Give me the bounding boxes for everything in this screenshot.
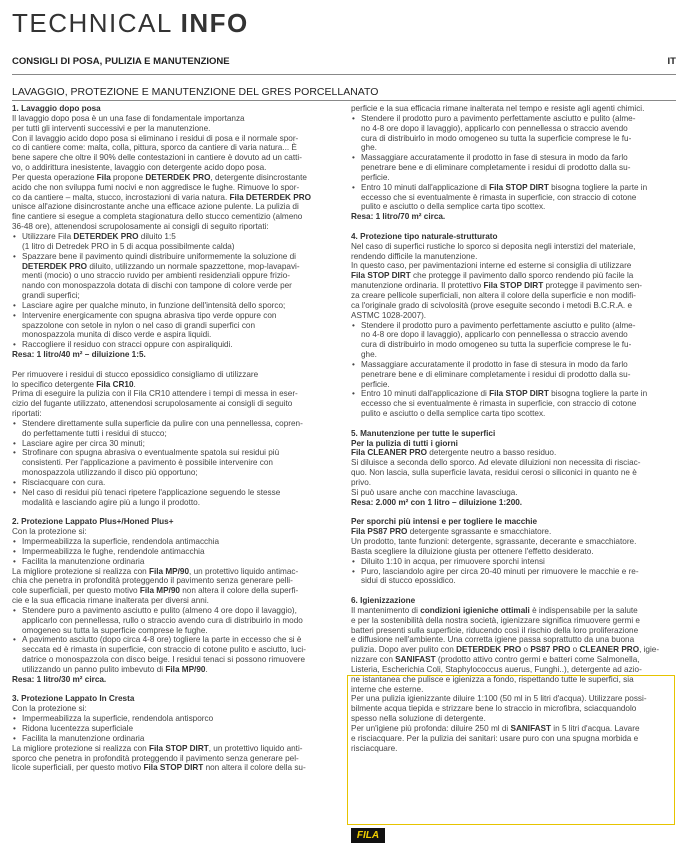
bullet-icon: • — [13, 340, 16, 350]
list-item-continuation: penetrare bene e di eliminare completamente i residui di prodotto dalla su- — [361, 163, 631, 173]
bold-line: Resa: 1 litro/70 m² circa. — [351, 212, 446, 222]
text-line: La migliore protezione si realizza con Fila STOP DIRT, un protettivo liquido anti- — [12, 743, 303, 753]
bullet-icon: • — [352, 113, 355, 123]
text-line: fine cantiere si esegue a completa stagionatura dello stucco cementizio (almeno — [12, 212, 303, 222]
list-item-continuation: ghe. — [361, 350, 377, 360]
list-item-continuation: perficie. — [361, 379, 390, 389]
list-item-text: Stendere il prodotto puro a pavimento perfettamente asciutto e pulito (alme- — [361, 113, 636, 123]
text-line: Fila STOP DIRT che protegge il pavimento dallo sporco rendendo più facile la — [351, 271, 634, 281]
text-line: Fila PS87 PRO detergente sgrassante e smacchiatore. — [351, 527, 552, 537]
list-item-continuation: spazzolone con setole in nylon o nel caso di grandi superfici con — [22, 320, 256, 330]
spacer — [12, 508, 334, 518]
text-line: Per una pulizia igienizzante diluire 1:100 (50 ml in 5 litri d'acqua). Utilizzare possi- — [351, 694, 647, 704]
bullet-icon: • — [13, 310, 16, 320]
text-line: bene sapere che oltre il 90% delle contestazioni in cantiere è dovuto ad un catti- — [12, 153, 302, 163]
list-item-continuation: monospazzola munita di disco verde e aspira liquidi. — [22, 330, 212, 340]
text-line: pulizia. Dopo aver pulito con DETERDEK PRO o PS87 PRO o CLEANER PRO, igie- — [351, 645, 660, 655]
bullet-icon: • — [352, 389, 355, 399]
text-line: perficie e la sua efficacia rimane inalterata nel tempo e resiste agli agenti chimici. — [351, 104, 645, 113]
section-heading: 3. Protezione Lappato In Cresta — [12, 694, 135, 704]
list-item-text: Lasciare agire per circa 30 minuti; — [22, 438, 145, 448]
text-line: Listeria, Escherichia Coli, Staphylococcus auerus, Funghi..), detergente ad azio- — [351, 664, 642, 674]
list-item — [351, 389, 673, 399]
text-line: batteri presenti sulla superficie, riducendo così il rischio della loro proliferazione — [351, 625, 639, 635]
list-item — [12, 724, 334, 734]
spacer — [351, 419, 673, 429]
list-item-continuation: no 4-8 ore dopo il lavaggio), applicarlo con pennellessa o straccio avendo — [361, 123, 628, 133]
bullet-icon: • — [13, 635, 16, 645]
bold-line: Resa: 2.000 m² con 1 litro – diluizione 1:200. — [351, 497, 523, 507]
bullet-icon: • — [13, 724, 16, 734]
text-line: Si può usare anche con macchine lavasciuga. — [351, 487, 518, 497]
bullet-icon: • — [13, 418, 16, 428]
list-item-continuation: eccesso che si eventualmente è rimasta in superficie, con straccio di cotone — [361, 399, 637, 409]
text-line: Con la protezione si: — [12, 527, 87, 537]
list-item — [351, 183, 673, 193]
list-item — [351, 153, 673, 163]
text-line: ca l'originale grado di scivolosità (prove eseguite secondo i metodi B.C.R.A. e — [351, 300, 632, 310]
section-heading: 6. Igienizzazione — [351, 596, 416, 605]
bullet-icon: • — [13, 556, 16, 566]
section-heading: 5. Manutenzione per tutte le superfici — [351, 428, 496, 438]
text-line: Nel caso di superfici rustiche lo sporco si deposita negli interstizi del materiale, — [351, 241, 636, 251]
list-item — [12, 448, 334, 458]
bold-line: Resa: 1 litro/40 m² – diluizione 1:5. — [12, 350, 146, 360]
bullet-icon: • — [352, 320, 355, 330]
bold-line: Per la pulizia di tutti i giorni — [351, 438, 458, 448]
list-item — [12, 340, 334, 350]
text-line: Un prodotto, tante funzioni: detergente, sgrassante, decerante e smacchiatore. — [351, 536, 637, 546]
list-item — [12, 714, 334, 724]
list-item — [12, 311, 334, 321]
text-line: bilmente acqua tiepida e strizzare bene lo straccio in microfibra, sciacquandolo — [351, 704, 637, 714]
bold-line: Per sporchi più intensi e per togliere le macchie — [351, 517, 538, 527]
list-item-text: Stendere puro a pavimento asciutto e pulito (almeno 4 ore dopo il lavaggio), — [22, 605, 297, 615]
list-item — [12, 606, 334, 616]
list-item — [12, 232, 334, 242]
text-line: risciacquare. — [351, 743, 398, 753]
list-item-text: Massaggiare accuratamente il prodotto in fase di stesura in modo da farlo — [361, 359, 628, 369]
text-line: Per un'igiene più profonda: diluire 250 ml di SANIFAST in 5 litri d'acqua. Lavare — [351, 723, 640, 733]
text-line: Con la protezione si: — [12, 704, 87, 714]
main-heading: LAVAGGIO, PROTEZIONE E MANUTENZIONE DEL GRES PORCELLANATO — [12, 86, 379, 98]
list-item-continuation: seccata ed è rimasta in superficie, con straccio di cotone pulito e asciutto, luci- — [22, 645, 306, 655]
text-line: riportati: — [12, 409, 42, 419]
text-line: cole superficiali, per questo motivo Fila MP/90 non altera il colore della superfi- — [12, 586, 299, 596]
section-heading: 4. Protezione tipo naturale-strutturato — [351, 231, 498, 241]
list-item-continuation: perficie. — [361, 172, 390, 182]
list-item-text: Entro 10 minuti dall'applicazione di Fila STOP DIRT bisogna togliere la parte in — [361, 182, 648, 192]
list-item-text: Strofinare con spugna abrasiva o eventualmente spatola sui residui più — [22, 448, 280, 458]
text-line: co da cantiere – malta, stucco, incrostazioni di varia natura. Fila DETERDEK PRO — [12, 192, 311, 202]
list-item — [351, 567, 673, 577]
list-item-continuation: cura di distribuirlo in modo omogeneo su tutta la superficie comprese le fu- — [361, 340, 632, 350]
text-line: per tutti gli interventi successivi e per la manutenzione. — [12, 123, 211, 133]
list-item — [351, 321, 673, 331]
list-item-continuation: modalità e lasciando agire più a lungo il prodotto. — [22, 497, 200, 507]
bullet-icon: • — [352, 566, 355, 576]
list-item-continuation: (1 litro di Detredek PRO in 5 di acqua possibilmente calda) — [22, 241, 235, 251]
section-subtitle: CONSIGLI DI POSA, PULIZIA E MANUTENZIONE IT — [12, 56, 676, 67]
bullet-icon: • — [13, 448, 16, 458]
spacer — [351, 222, 673, 232]
list-item-text: Utilizzare Fila DETERDEK PRO diluito 1:5 — [22, 231, 176, 241]
text-line: Si diluisce a seconda dello sporco. Ad elevate diluizioni non necessita di risciac- — [351, 458, 641, 468]
language-code: IT — [667, 56, 676, 67]
list-item-text: Ridona lucentezza superficiale — [22, 724, 134, 734]
list-item-text: Entro 10 minuti dall'applicazione di Fila STOP DIRT bisogna togliere la parte in — [361, 389, 648, 399]
divider — [12, 100, 676, 101]
list-item-continuation: omogeneo su tutta la superficie comprese le fughe. — [22, 625, 208, 635]
list-item-text: Lasciare agire per qualche minuto, in funzione dell'intensità dello sporco; — [22, 300, 286, 310]
list-item-text: Intervenire energicamente con spugna abrasiva tipo verde oppure con — [22, 310, 277, 320]
spacer — [351, 508, 673, 518]
text-line: Il lavaggio dopo posa è un una fase di fondamentale importanza — [12, 113, 245, 123]
list-item — [12, 478, 334, 488]
list-item-continuation: DETERDEK PRO diluito, utilizzando un normale spazzettone, mop-lavapavi- — [22, 261, 300, 271]
text-line: Fila CLEANER PRO detergente neutro a basso residuo. — [351, 448, 557, 458]
list-item — [12, 488, 334, 498]
list-item-continuation: nando con monospazzola dotata di dischi con tampone di colore verde per — [22, 281, 292, 291]
list-item-text: Diluito 1:10 in acqua, per rimuovere sporchi intensi — [361, 556, 545, 566]
text-line: lo specifico detergente Fila CR10. — [12, 379, 136, 389]
bullet-icon: • — [13, 487, 16, 497]
text-line: chia che penetra in profondità proteggendo il pavimento senza generare pelli- — [12, 576, 293, 586]
list-item-text: Massaggiare accuratamente il prodotto in fase di stesura in modo da farlo — [361, 153, 628, 163]
list-item — [12, 547, 334, 557]
text-line: vo, o addirittura inesistente, lavaggio con detergente acido dopo posa. — [12, 163, 267, 173]
text-line: co di cantiere come: malta, colla, pittura, sporco da cantiere di varia natura... È — [12, 143, 297, 153]
text-line: La migliore protezione si realizza con Fila MP/90, un protettivo liquido antimac- — [12, 566, 299, 576]
text-line: e per la sostenibilità della nostra società, igienizzare significa rimuovere germi e — [351, 615, 640, 625]
list-item-continuation: cura di distribuirlo in modo omogeneo su tutta la superficie comprese le fu- — [361, 133, 632, 143]
list-item-continuation: do perfettamente tutti i residui di stucco; — [22, 428, 167, 438]
fila-logo: FILA — [351, 828, 385, 843]
list-item-continuation: applicarlo con pennellessa, rullo o straccio avendo cura di distribuirlo in modo — [22, 615, 303, 625]
list-item-text: Facilita la manutenzione ordinaria — [22, 733, 145, 743]
text-line: ne istantanea che pulisce e igienizza a fondo, rispettando tutte le superfici, sia — [351, 674, 634, 684]
list-item-continuation: eccesso che si eventualmente è rimasta in superficie, con straccio di cotone — [361, 192, 637, 202]
list-item — [12, 537, 334, 547]
list-item — [351, 557, 673, 567]
list-item-continuation: menti (mocio) o uno straccio ruvido per ambienti residenziali oppure frizio- — [22, 271, 291, 281]
bullet-icon: • — [352, 153, 355, 163]
bullet-icon: • — [13, 537, 16, 547]
list-item — [12, 301, 334, 311]
text-line: In questo caso, per pavimentazioni interne ed esterne si consiglia di utilizzare — [351, 261, 632, 271]
bullet-icon: • — [13, 605, 16, 615]
spacer — [351, 586, 673, 596]
bold-line: Resa: 1 litro/30 m² circa. — [12, 674, 107, 684]
bullet-icon: • — [13, 478, 16, 488]
list-item — [351, 360, 673, 370]
bullet-icon: • — [13, 714, 16, 724]
list-item-text: Risciacquare con cura. — [22, 478, 106, 488]
left-column — [12, 104, 334, 773]
page-title: TECHNICAL INFO — [12, 8, 249, 38]
bullet-icon: • — [13, 251, 16, 261]
list-item-text: Impermeabilizza la superficie, rendendola antisporco — [22, 714, 214, 724]
hygiene-box — [347, 675, 675, 825]
right-column — [351, 104, 673, 754]
text-line: quo. Non lascia, sulla superficie lavata, residui cerosi o siliconici in quanto ne è — [351, 468, 637, 478]
text-line: cie e la sua efficacia rimane inalterata per diversi anni. — [12, 596, 209, 606]
section-heading: 1. Lavaggio dopo posa — [12, 104, 101, 113]
text-line: cizio del fugante utilizzato, attenendosi scrupolosamente ai consigli di seguito — [12, 399, 293, 409]
text-line: privo. — [351, 477, 372, 487]
list-item-continuation: sidui di stucco epossidico. — [361, 576, 456, 586]
list-item-continuation: grandi superfici; — [22, 291, 80, 301]
list-item-continuation: monospazzola utilizzando il disco più opportuno; — [22, 468, 198, 478]
divider — [12, 74, 676, 75]
list-item-text: Impermeabilizza la superficie, rendendola antimacchia — [22, 537, 220, 547]
bullet-icon: • — [13, 546, 16, 556]
bullet-icon: • — [13, 733, 16, 743]
bullet-icon: • — [352, 359, 355, 369]
list-item-continuation: ghe. — [361, 143, 377, 153]
list-item — [12, 557, 334, 567]
text-line: e diffusione nell'ambiente. Una corretta igiene passa soprattutto da una buona — [351, 635, 635, 645]
bullet-icon: • — [352, 556, 355, 566]
list-item — [12, 419, 334, 429]
text-line: sporco che penetra in profondità proteggendo il pavimento senza generare pel- — [12, 753, 299, 763]
spacer — [12, 685, 334, 695]
text-line: licole superficiali, per questo motivo Fila STOP DIRT non altera il colore della su- — [12, 763, 306, 773]
text-line: Basta scegliere la diluizione giusta per ottenere l'effetto desiderato. — [351, 546, 594, 556]
text-line: spesso nella soluzione di detergente. — [351, 714, 486, 724]
bullet-icon: • — [13, 231, 16, 241]
bullet-icon: • — [13, 438, 16, 448]
text-line: e risciacquare. Per la pulizia dei sanitari: usare puro con una spugna morbida e — [351, 733, 639, 743]
list-item-text: Impermeabilizza le fughe, rendendole antimacchia — [22, 546, 205, 556]
text-line: Prima di eseguire la pulizia con il Fila CR10 attendere i tempi di messa in eser- — [12, 389, 298, 399]
list-item — [12, 252, 334, 262]
list-item-text: Facilita la manutenzione ordinaria — [22, 556, 145, 566]
list-item — [12, 635, 334, 645]
list-item-text: Nel caso di residui più tenaci ripetere l'applicazione seguendo le stesse — [22, 487, 281, 497]
text-line: Con il lavaggio acido dopo posa si eliminano i residui di posa e il normale spor- — [12, 133, 299, 143]
list-item-text: A pavimento asciutto (dopo circa 4-8 ore) togliere la parte in eccesso che si è — [22, 635, 302, 645]
text-line: Per rimuovere i residui di stucco epossidico consigliamo di utilizzare — [12, 369, 259, 379]
section-heading: 2. Protezione Lappato Plus+/Honed Plus+ — [12, 517, 174, 527]
bullet-icon: • — [13, 300, 16, 310]
text-line: 36-48 ore), attenendosi scrupolosamente ai consigli di seguito riportati: — [12, 222, 269, 232]
list-item-continuation: penetrare bene e di eliminare completamente i residui di prodotto dalla su- — [361, 369, 631, 379]
list-item — [351, 114, 673, 124]
spacer — [12, 360, 334, 370]
text-line: interne che esterne. — [351, 684, 424, 694]
text-line: manutenzione ordinaria. Il protettivo Fila STOP DIRT protegge il pavimento sen- — [351, 281, 642, 291]
list-item-text: Raccogliere il residuo con stracci oppure con aspiraliquidi. — [22, 340, 233, 350]
text-line: Per questa operazione Fila propone DETERDEK PRO, detergente disincrostante — [12, 172, 307, 182]
list-item-continuation: pulito e asciutto o della semplice carta tipo scottex. — [361, 202, 546, 212]
text-line: unisce all'azione disincrostante anche una efficace azione pulente. La pulizia di — [12, 202, 299, 212]
list-item — [12, 734, 334, 744]
list-item-continuation: pulito e asciutto o della semplice carta tipo scottex. — [361, 409, 546, 419]
text-line: acido che non sviluppa fumi nocivi e non aggredisce le fughe. Rimuove lo spor- — [12, 182, 300, 192]
text-line: Il mantenimento di condizioni igieniche ottimali è indispensabile per la salute — [351, 605, 638, 615]
text-line: rendendo difficile la manutenzione. — [351, 251, 478, 261]
list-item-text: Puro, lasciandolo agire per circa 20-40 minuti per rimuovere le macchie e re- — [361, 566, 639, 576]
text-line: za creare pellicole superficiali, non altera il colore della superficie e non modifi- — [351, 290, 636, 300]
text-line: ASTMC 1028-2007). — [351, 310, 427, 320]
bullet-icon: • — [352, 182, 355, 192]
list-item-text: Stendere il prodotto puro a pavimento perfettamente asciutto e pulito (alme- — [361, 320, 636, 330]
list-item-continuation: consistenti. Per l'applicazione a pavimento è possibile intervenire con — [22, 458, 273, 468]
list-item-text: Spazzare bene il pavimento quindi distribuire uniformemente la soluzione di — [22, 251, 296, 261]
list-item-continuation: no 4-8 ore dopo il lavaggio), applicarlo con pennellessa o straccio avendo — [361, 330, 628, 340]
list-item-continuation: utilizzando un panno pulito imbevuto di Fila MP/90. — [22, 665, 208, 674]
list-item — [12, 439, 334, 449]
list-item-continuation: datrice o monospazzola con disco beige. I residui tenaci si possono rimuovere — [22, 655, 306, 665]
text-line: nizzare con SANIFAST (prodotto attivo contro germi e batteri come Salmonella, — [351, 655, 640, 665]
list-item-text: Stendere direttamente sulla superficie da pulire con una pennellessa, copren- — [22, 418, 303, 428]
